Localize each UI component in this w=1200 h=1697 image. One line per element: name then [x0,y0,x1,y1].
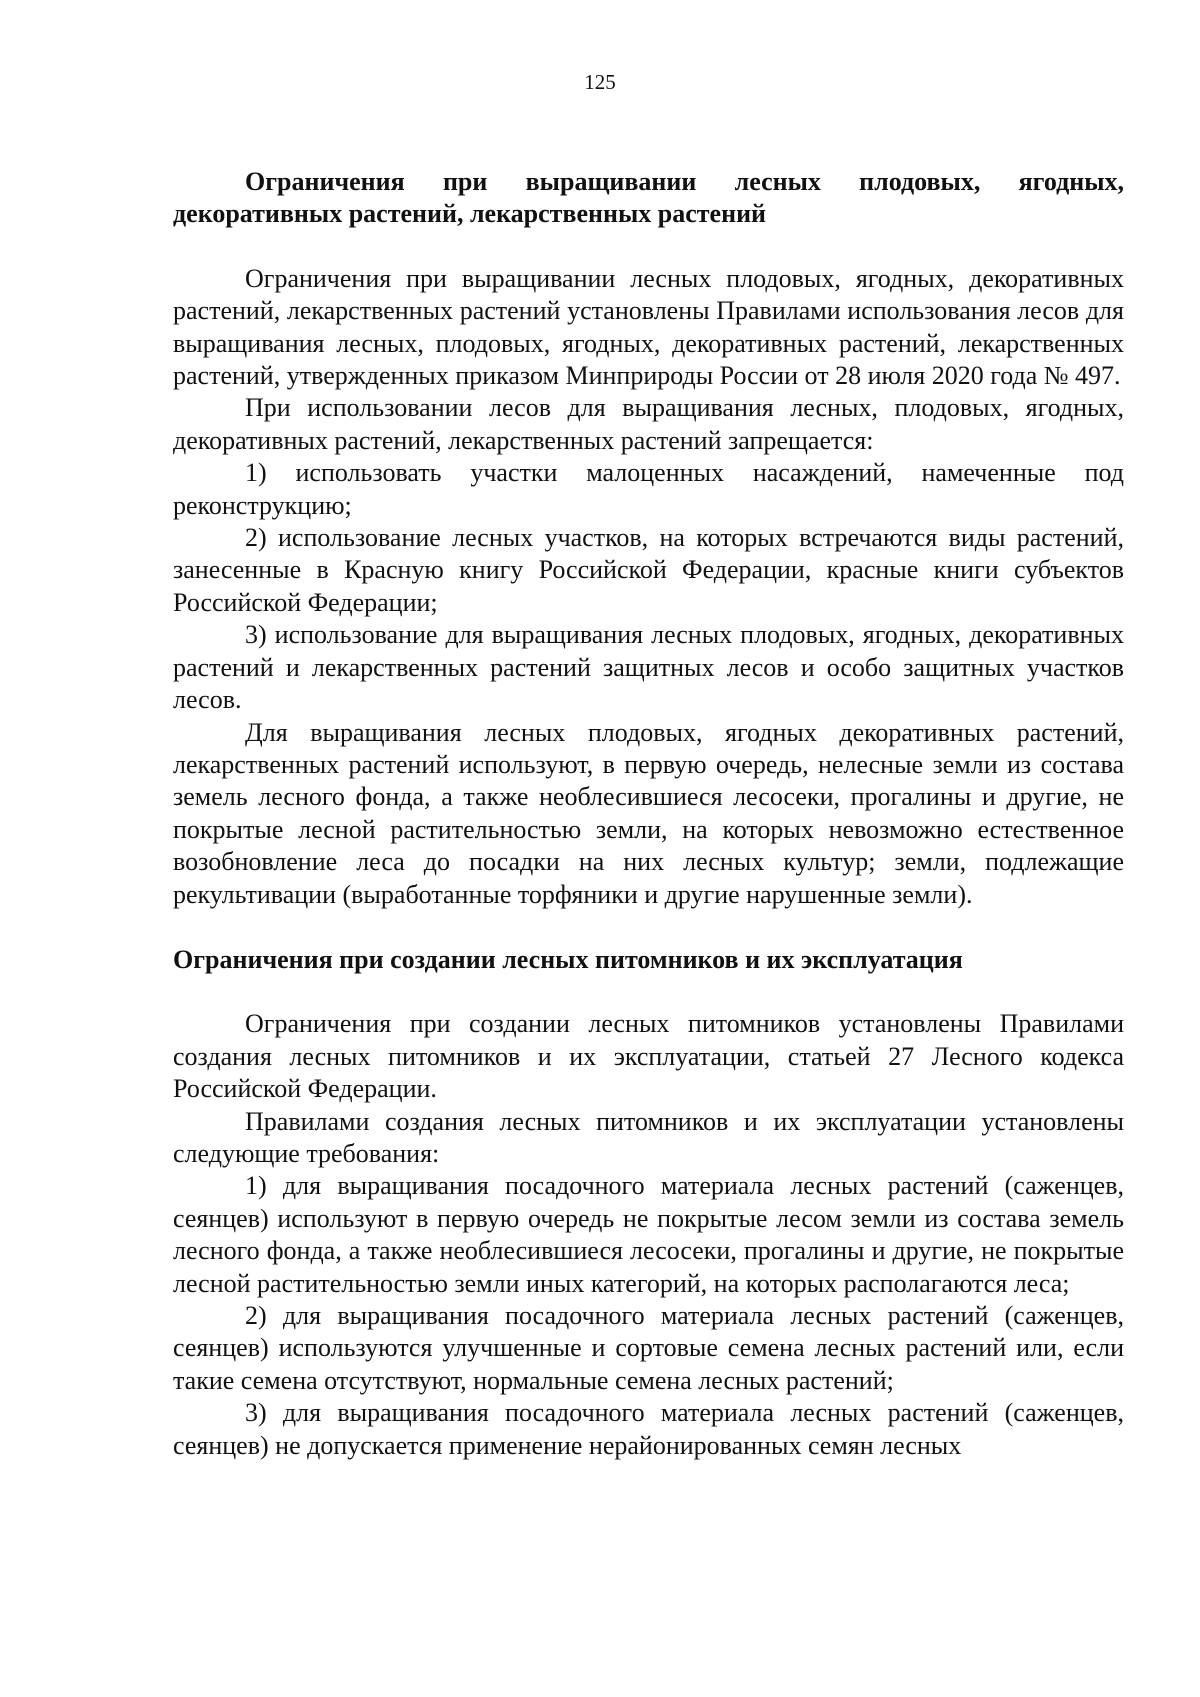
list-item: 1) использовать участки малоценных насаждений, намеченные под реконструкцию; [173,458,1124,520]
page-number: 125 [584,70,616,94]
section-heading-fruit-plants: Ограничения при выращивании лесных плодовых, ягодных, декоративных растений, лекарственных растений [173,167,1124,229]
paragraph: Для выращивания лесных плодовых, ягодных декоративных растений, лекарственных растений используют, в первую очередь, нелесные земли из состава земель лесного фонда, а также необлесившиеся лесосеки, прогалины и другие, не покрытые лесной растительностью земли, на которых невозможно естественное возобновление леса до посадки на них лесных культур; земли, подлежащие рекультивации (выработанные торфяники и другие нарушенные земли). [173,717,1124,909]
list-item: 2) использование лесных участков, на которых встречаются виды растений, занесенные в Красную книгу Российской Федерации, красные книги субъектов Российской Федерации; [173,523,1124,617]
document-body [173,166,1124,1462]
spacer [173,911,1124,944]
list-item: 3) использование для выращивания лесных плодовых, ягодных, декоративных растений и лекарственных растений защитных лесов и особо защитных участков лесов. [173,620,1124,715]
paragraph: Ограничения при создании лесных питомников установлены Правилами создания лесных питомников и их эксплуатации, статьей 27 Лесного кодекса Российской Федерации. [173,1009,1124,1104]
section-heading-nurseries: Ограничения при создании лесных питомников и их эксплуатация [173,944,963,974]
paragraph: Правилами создания лесных питомников и их эксплуатации установлены следующие требования: [173,1106,1124,1168]
spacer [173,976,1124,1008]
paragraph: Ограничения при выращивании лесных плодовых, ягодных, декоративных растений, лекарственных растений установлены Правилами использования лесов для выращивания лесных, плодовых, ягодных, декоративных растений, лекарственных растений, утвержденных приказом Минприроды России от 28 июля 2020 года № 497. [173,263,1124,391]
spacer [173,231,1124,263]
list-item: 2) для выращивания посадочного материала лесных растений (саженцев, сеянцев) используются улучшенные и сортовые семена лесных растений или, если такие семена отсутствуют, нормальные семена лесных растений; [173,1301,1124,1395]
list-item: 3) для выращивания посадочного материала лесных растений (саженцев, сеянцев) не допускается применение нерайонированных семян лесных [173,1398,1124,1460]
paragraph: При использовании лесов для выращивания лесных, плодовых, ягодных, декоративных растений, лекарственных растений запрещается: [173,393,1124,455]
list-item: 1) для выращивания посадочного материала лесных растений (саженцев, сеянцев) используют в первую очередь не покрытые лесом земли из состава земель лесного фонда, а также необлесившиеся лесосеки, прогалины и другие, не покрытые лесной растительностью земли иных категорий, на которых располагаются леса; [173,1171,1124,1298]
